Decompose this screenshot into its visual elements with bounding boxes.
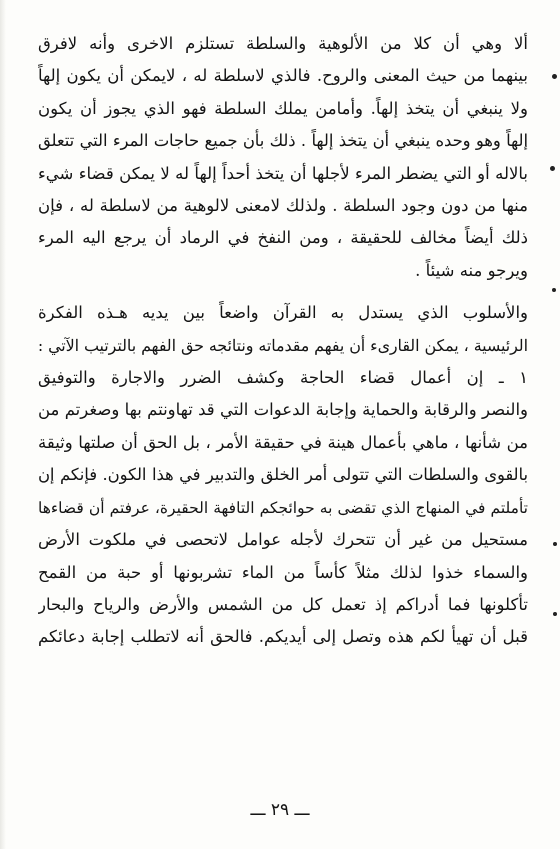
text-line: والنصر والرقابة والحماية وإجابة الدعوات التي قد تهاونتم بها وصغرتم من bbox=[38, 400, 528, 420]
scan-edge-shadow bbox=[0, 0, 6, 849]
text-line: تأملتم في المنهاج الذي تقضى به حوائجكم التافهة الحقيرة، عرفتم أن قضاءها bbox=[38, 498, 528, 517]
text-line: بينهما من حيث المعنى والروح. فالذي لاسلطة له ، لايمكن أن يكون إلهاً bbox=[38, 66, 528, 86]
text-line: ١ ـ إن أعمال قضاء الحاجة وكشف الضرر والاجارة والتوفيق bbox=[38, 368, 528, 388]
text-line: منها من دون وجود السلطة . ولذلك لامعنى لالوهية من لاسلطة له ، فإن bbox=[38, 196, 528, 216]
paragraph-2 bbox=[38, 297, 528, 653]
text-line: ويرجو منه شيئاً . bbox=[415, 260, 528, 280]
paragraph-1 bbox=[38, 28, 528, 287]
text-line: إلهاً وهو وحده ينبغي أن يتخذ إلهاً . ذلك بأن جميع حاجات المرء التي تتعلق bbox=[38, 131, 528, 151]
text-line: بالاله أو التي يضطر المرء لأجلها أن يتخذ أحداً إلهاً له لا يمكن قضاء شيء bbox=[38, 163, 528, 183]
text-line: مستحيل من غير أن تتحرك لأجله عوامل لاتحصى في ملكوت الأرض bbox=[38, 530, 528, 550]
margin-ink-mark bbox=[553, 542, 557, 546]
paragraph-spacer bbox=[38, 287, 528, 297]
margin-ink-mark bbox=[553, 612, 557, 616]
margin-ink-mark bbox=[550, 166, 555, 171]
text-line: الرئيسية ، يمكن القارىء أن يفهم مقدماته ونتائجه حق الفهم بالترتيب الآتي : bbox=[38, 335, 528, 355]
text-line: تأكلونها فما أدراكم إذ تعمل كل من الشمس والأرض والرياح والبحار bbox=[38, 594, 528, 614]
body-text bbox=[38, 28, 528, 654]
text-line: من شأنها ، ماهي بأعمال هينة في حقيقة الأمر ، بل الحق أن صلتها وثيقة bbox=[38, 432, 528, 452]
text-line: ألا وهي أن كلا من الألوهية والسلطة تستلزم الاخرى وأنه لافرق bbox=[38, 34, 528, 53]
text-line: والأسلوب الذي يستدل به القرآن واضعاً بين يديه هـذه الفكرة bbox=[38, 303, 528, 323]
text-line: بالقوى والسلطات التي تتولى أمر الخلق والتدبير في هذا الكون. فإنكم إن bbox=[38, 465, 528, 485]
margin-ink-mark bbox=[552, 74, 557, 79]
text-line: ولا ينبغي أن يتخذ إلهاً. وأمامن يملك السلطة فهو الذي يجوز أن يكون bbox=[38, 98, 528, 118]
text-line: والسماء خذوا لذلك مثلاً كأساً من الماء تشربونها أو حبة من القمح bbox=[38, 562, 528, 582]
margin-ink-mark bbox=[552, 288, 556, 292]
text-line: ذلك أيضاً مخالف للحقيقة ، ومن النفخ في الرماد أن يرجع اليه المرء bbox=[38, 228, 528, 248]
page-number: ـــ ٢٩ ـــ bbox=[250, 800, 310, 820]
text-line: قبل أن تهيأ لكم هذه وتصل إلى أيديكم. فالحق أنه لاتطلب إجابة دعائكم bbox=[38, 627, 528, 647]
